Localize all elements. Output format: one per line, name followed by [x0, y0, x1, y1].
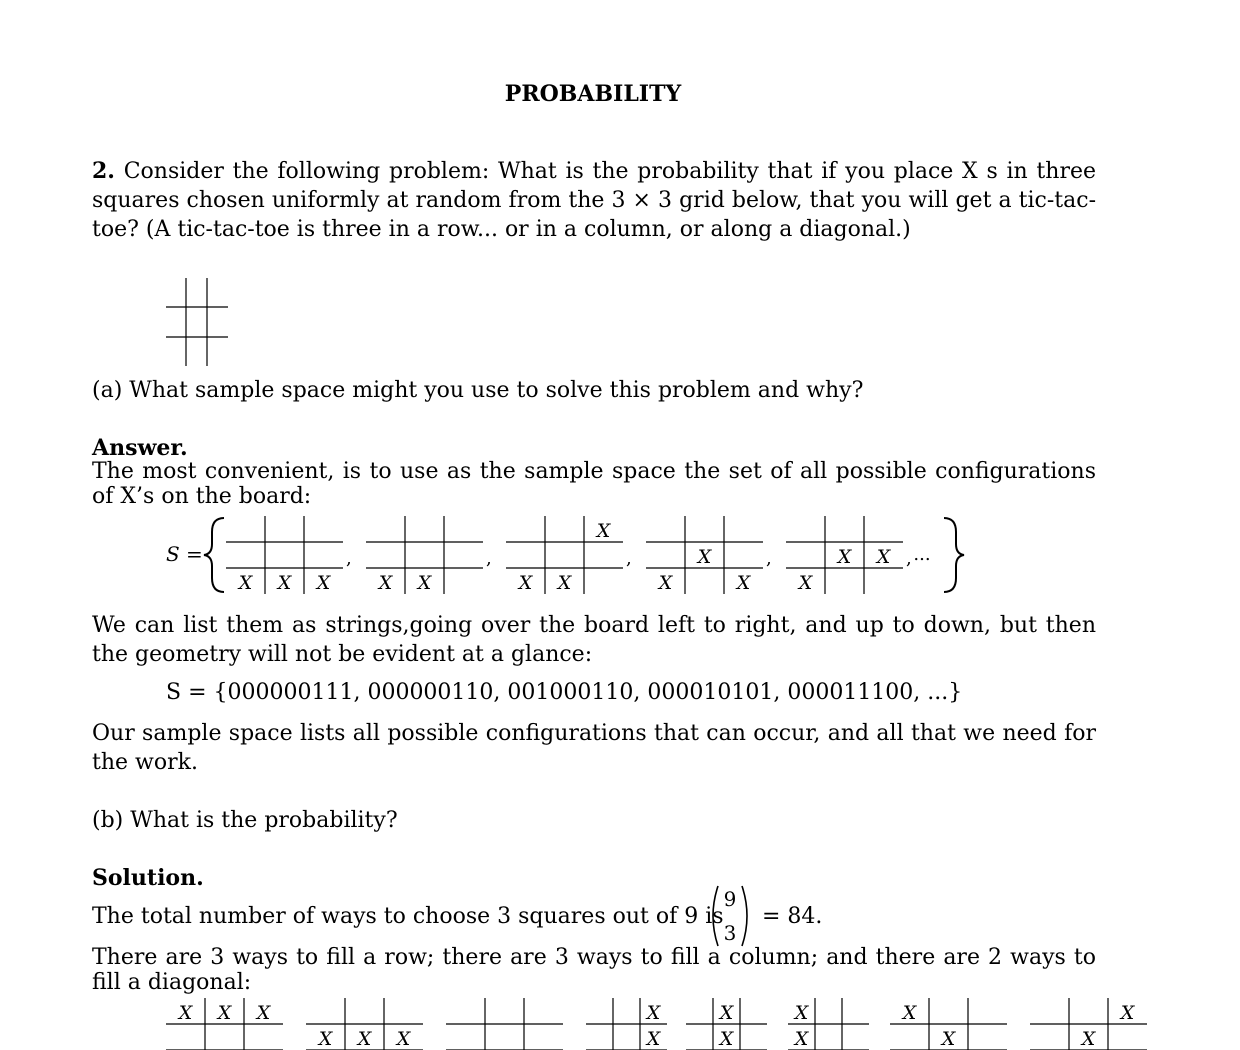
x-mark: X	[417, 572, 432, 594]
binom-left-paren	[713, 886, 718, 946]
x-mark: X	[902, 1002, 917, 1024]
binom-result: = 84.	[762, 904, 823, 929]
sample-space-set	[200, 512, 980, 598]
binomial-coefficient	[706, 884, 754, 948]
winning-board	[586, 998, 667, 1050]
winning-boards	[166, 1002, 1156, 1050]
x-mark: X	[719, 1028, 734, 1050]
ways-text: There are 3 ways to fill a row; there are 3 ways to fill a column; and there are 2 ways to fill a diagonal:	[92, 945, 1096, 995]
set-comma: ,	[626, 548, 632, 569]
x-mark: X	[316, 572, 331, 594]
winning-board	[1030, 998, 1147, 1050]
winning-board	[166, 998, 283, 1050]
answer-text: The most convenient, is to use as the sample space the set of all possible configurations of X’s on the board:	[92, 459, 1096, 509]
problem-number: 2.	[92, 158, 115, 184]
set-comma: ,	[346, 548, 352, 569]
solution-heading: Solution.	[92, 865, 204, 891]
x-mark: X	[798, 572, 813, 594]
problem-text: Consider the following problem: What is the probability that if you place X s in three squares chosen uniformly at random from the 3 × 3 grid below, that you will get a tic-tac-toe? (A tic-tac-toe is three in a row... or in a column, or along a diagonal.)	[92, 159, 1096, 242]
x-mark: X	[794, 1002, 809, 1024]
set-board	[506, 516, 623, 594]
total-text: The total number of ways to choose 3 squares out of 9 is	[92, 904, 724, 929]
conclusion-text: Our sample space lists all possible configurations that can occur, and all that we need for the work.	[92, 721, 1096, 775]
x-mark: X	[557, 572, 572, 594]
x-mark: X	[518, 572, 533, 594]
set-board	[366, 516, 483, 594]
x-mark: X	[719, 1002, 734, 1024]
winning-board	[890, 998, 1007, 1050]
set-label: S =	[166, 542, 203, 566]
set-comma: ,	[486, 548, 492, 569]
problem-statement	[92, 157, 1096, 244]
set-comma: ,	[906, 548, 912, 569]
x-mark: X	[794, 1028, 809, 1050]
winning-board	[788, 998, 869, 1050]
x-mark: X	[736, 572, 751, 594]
x-mark: X	[178, 1002, 193, 1024]
strings-set: S = {000000111, 000000110, 001000110, 000010101, 000011100, ...}	[166, 680, 963, 705]
part-b-question: (b) What is the probability?	[92, 808, 398, 833]
x-mark: X	[238, 572, 253, 594]
binom-top: 9	[723, 887, 737, 911]
winning-board	[686, 998, 767, 1050]
x-mark: X	[217, 1002, 232, 1024]
x-mark: X	[378, 572, 393, 594]
x-mark: X	[837, 546, 852, 568]
x-mark: X	[1120, 1002, 1135, 1024]
winning-board	[306, 998, 423, 1050]
x-mark: X	[318, 1028, 333, 1050]
x-mark: X	[256, 1002, 271, 1024]
set-board	[226, 516, 343, 594]
right-brace	[944, 518, 964, 592]
set-board	[646, 516, 763, 594]
x-mark: X	[1081, 1028, 1096, 1050]
x-mark: X	[396, 1028, 411, 1050]
binom-bottom: 3	[723, 921, 737, 945]
strings-text: We can list them as strings,going over the board left to right, and up to down, but then the geometry will not be evident at a glance:	[92, 613, 1096, 667]
left-brace	[204, 518, 224, 592]
page-title: PROBABILITY	[504, 81, 682, 107]
set-ellipsis: ...	[913, 544, 931, 565]
x-mark: X	[697, 546, 712, 568]
x-mark: X	[658, 572, 673, 594]
x-mark: X	[357, 1028, 372, 1050]
binom-right-paren	[742, 886, 747, 946]
winning-board	[446, 998, 563, 1050]
x-mark: X	[941, 1028, 956, 1050]
x-mark: X	[876, 546, 891, 568]
x-mark: X	[646, 1028, 661, 1050]
answer-heading: Answer.	[92, 435, 188, 461]
empty-grid	[166, 278, 228, 366]
x-mark: X	[277, 572, 292, 594]
part-a-question: (a) What sample space might you use to solve this problem and why?	[92, 378, 864, 403]
x-mark: X	[646, 1002, 661, 1024]
set-comma: ,	[766, 548, 772, 569]
x-mark: X	[596, 520, 611, 542]
set-board	[786, 516, 903, 594]
